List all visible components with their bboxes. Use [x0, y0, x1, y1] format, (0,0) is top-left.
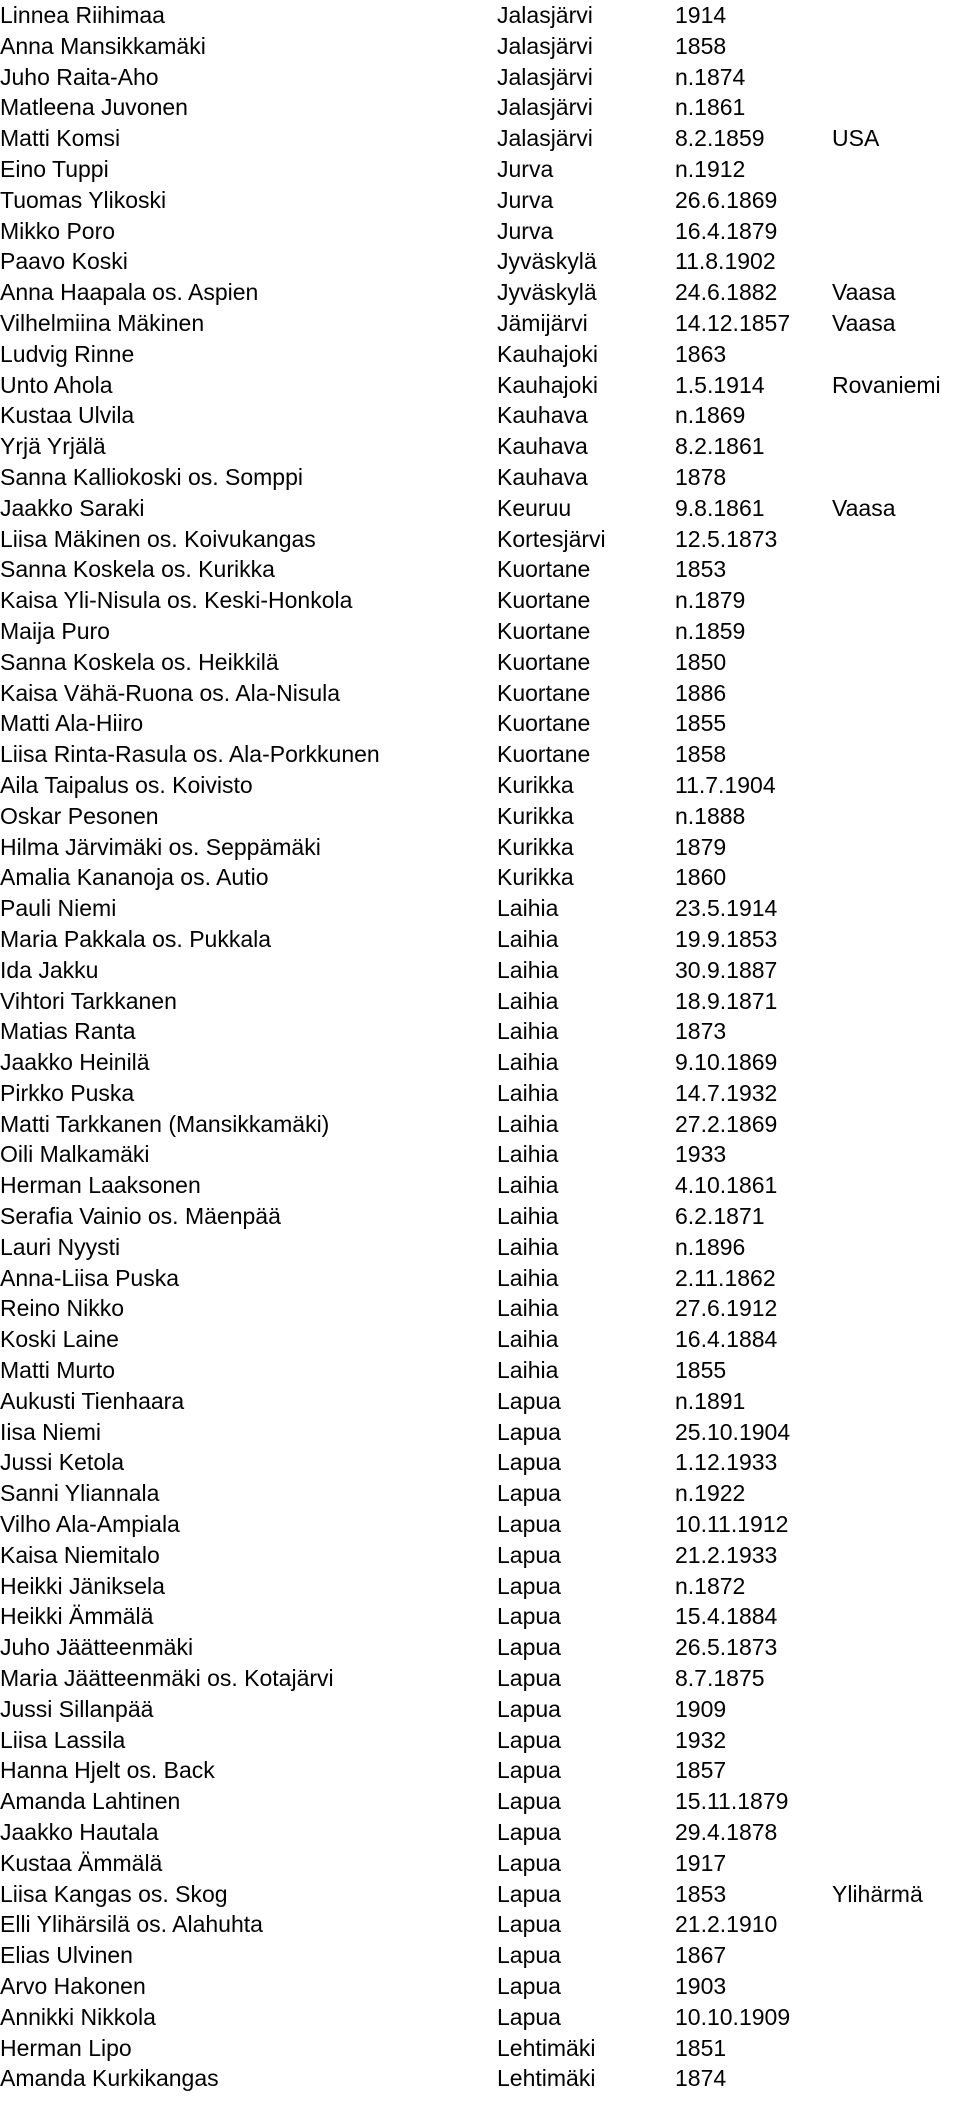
place-name: Kauhajoki [497, 371, 599, 398]
date-value: 4.10.1861 [675, 1172, 778, 1199]
person-name: Sanna Koskela os. Kurikka [0, 556, 275, 583]
date-value: 25.10.1904 [675, 1418, 791, 1445]
place-name: Lapua [497, 1788, 561, 1815]
record-row [0, 554, 960, 585]
record-row [0, 678, 960, 709]
person-name: Vihtori Tarkkanen [0, 987, 177, 1014]
person-name: Aila Taipalus os. Koivisto [0, 771, 253, 798]
person-name: Pirkko Puska [0, 1079, 135, 1106]
record-row [0, 1170, 960, 1201]
date-value: 1873 [675, 1018, 727, 1045]
date-value: 1.12.1933 [675, 1449, 778, 1476]
date-value: 1.5.1914 [675, 371, 765, 398]
place-name: Kauhava [497, 402, 588, 429]
record-row [0, 400, 960, 431]
date-value: 14.12.1857 [675, 309, 791, 336]
record-row [0, 123, 960, 154]
person-name: Amanda Kurkikangas [0, 2065, 219, 2092]
person-name: Herman Laaksonen [0, 1172, 201, 1199]
destination-name: Vaasa [832, 494, 896, 521]
record-row [0, 1293, 960, 1324]
date-value: n.1888 [675, 802, 746, 829]
record-row [0, 832, 960, 863]
record-row [0, 1417, 960, 1448]
person-name: Vilhelmiina Mäkinen [0, 309, 205, 336]
date-value: 1909 [675, 1695, 727, 1722]
date-value: n.1896 [675, 1233, 746, 1260]
record-row [0, 1447, 960, 1478]
place-name: Laihia [497, 925, 559, 952]
person-name: Kaisa Yli-Nisula os. Keski-Honkola [0, 587, 353, 614]
date-value: 27.2.1869 [675, 1110, 778, 1137]
place-name: Lapua [497, 1634, 561, 1661]
date-value: 2.11.1862 [675, 1264, 776, 1291]
place-name: Lapua [497, 1511, 561, 1538]
place-name: Keuruu [497, 494, 572, 521]
place-name: Kuortane [497, 556, 591, 583]
record-row [0, 1879, 960, 1910]
date-value: 29.4.1878 [675, 1819, 778, 1846]
date-value: 1886 [675, 679, 727, 706]
place-name: Kuortane [497, 617, 591, 644]
record-row [0, 1386, 960, 1417]
date-value: n.1859 [675, 617, 746, 644]
date-value: 18.9.1871 [675, 987, 778, 1014]
person-name: Tuomas Ylikoski [0, 186, 167, 213]
place-name: Lapua [497, 1819, 561, 1846]
person-name: Hilma Järvimäki os. Seppämäki [0, 833, 321, 860]
place-name: Lapua [497, 1480, 561, 1507]
date-value: 6.2.1871 [675, 1203, 765, 1230]
place-name: Lapua [497, 1757, 561, 1784]
record-row [0, 1109, 960, 1140]
person-name: Liisa Mäkinen os. Koivukangas [0, 525, 316, 552]
record-row [0, 1355, 960, 1386]
person-name: Hanna Hjelt os. Back [0, 1757, 215, 1784]
date-value: 9.8.1861 [675, 494, 765, 521]
record-row [0, 216, 960, 247]
place-name: Jalasjärvi [497, 32, 593, 59]
person-name: Jussi Ketola [0, 1449, 125, 1476]
record-row [0, 1601, 960, 1632]
date-value: 21.2.1910 [675, 1911, 778, 1938]
place-name: Laihia [497, 1264, 559, 1291]
person-name: Oskar Pesonen [0, 802, 159, 829]
person-name: Sanni Yliannala [0, 1480, 160, 1507]
date-value: 1855 [675, 1357, 727, 1384]
date-value: 16.4.1884 [675, 1326, 778, 1353]
place-name: Lapua [497, 1541, 561, 1568]
record-row [0, 246, 960, 277]
date-value: 1879 [675, 833, 727, 860]
place-name: Laihia [497, 1233, 559, 1260]
place-name: Lapua [497, 1387, 561, 1414]
person-name: Juho Jäätteenmäki [0, 1634, 194, 1661]
date-value: n.1872 [675, 1572, 746, 1599]
date-value: 1867 [675, 1942, 727, 1969]
date-value: 10.10.1909 [675, 2003, 791, 2030]
person-name: Sanna Kalliokoski os. Somppi [0, 463, 303, 490]
place-name: Kurikka [497, 864, 574, 891]
place-name: Jalasjärvi [497, 94, 593, 121]
place-name: Laihia [497, 1357, 559, 1384]
date-value: 15.4.1884 [675, 1603, 778, 1630]
record-row [0, 1817, 960, 1848]
record-row [0, 185, 960, 216]
place-name: Lapua [497, 1449, 561, 1476]
record-row [0, 1540, 960, 1571]
place-name: Jalasjärvi [497, 63, 593, 90]
place-name: Laihia [497, 956, 559, 983]
person-name: Yrjä Yrjälä [0, 433, 106, 460]
date-value: n.1874 [675, 63, 746, 90]
person-name: Kustaa Ulvila [0, 402, 135, 429]
date-value: 14.7.1932 [675, 1079, 778, 1106]
date-value: 24.6.1882 [675, 279, 778, 306]
record-row [0, 1232, 960, 1263]
record-row [0, 339, 960, 370]
date-value: 11.7.1904 [675, 771, 776, 798]
record-row [0, 739, 960, 770]
person-name: Matti Ala-Hiiro [0, 710, 144, 737]
record-row [0, 1263, 960, 1294]
place-name: Kuortane [497, 710, 591, 737]
person-name: Anna-Liisa Puska [0, 1264, 179, 1291]
person-name: Liisa Kangas os. Skog [0, 1880, 228, 1907]
record-row [0, 1694, 960, 1725]
person-name: Elias Ulvinen [0, 1942, 133, 1969]
place-name: Laihia [497, 1049, 559, 1076]
record-row [0, 1632, 960, 1663]
record-row [0, 770, 960, 801]
record-row [0, 462, 960, 493]
record-row [0, 1663, 960, 1694]
place-name: Kauhava [497, 433, 588, 460]
place-name: Jämijärvi [497, 309, 588, 336]
place-name: Kurikka [497, 802, 574, 829]
person-name: Oili Malkamäki [0, 1141, 150, 1168]
record-row [0, 1139, 960, 1170]
person-name: Heikki Ämmälä [0, 1603, 154, 1630]
person-name: Pauli Niemi [0, 895, 117, 922]
record-row [0, 1755, 960, 1786]
place-name: Lapua [497, 1572, 561, 1599]
person-name: Koski Laine [0, 1326, 119, 1353]
person-name: Maria Pakkala os. Pukkala [0, 925, 272, 952]
record-row [0, 0, 960, 31]
record-row [0, 277, 960, 308]
person-name: Elli Ylihärsilä os. Alahuhta [0, 1911, 263, 1938]
place-name: Kauhava [497, 463, 588, 490]
place-name: Laihia [497, 1172, 559, 1199]
record-row [0, 31, 960, 62]
person-name: Amanda Lahtinen [0, 1788, 181, 1815]
person-name: Aukusti Tienhaara [0, 1387, 185, 1414]
place-name: Kuortane [497, 648, 591, 675]
person-name: Jaakko Saraki [0, 494, 145, 521]
place-name: Lapua [497, 1942, 561, 1969]
record-row [0, 708, 960, 739]
place-name: Lapua [497, 1880, 561, 1907]
place-name: Kuortane [497, 587, 591, 614]
date-value: 1917 [675, 1849, 727, 1876]
date-value: n.1912 [675, 155, 746, 182]
person-name: Matleena Juvonen [0, 94, 188, 121]
person-name: Paavo Koski [0, 248, 128, 275]
place-name: Lapua [497, 1911, 561, 1938]
place-name: Lehtimäki [497, 2065, 596, 2092]
date-value: 16.4.1879 [675, 217, 778, 244]
place-name: Lapua [497, 2003, 561, 2030]
record-row [0, 524, 960, 555]
place-name: Lapua [497, 1973, 561, 1999]
record-row [0, 493, 960, 524]
date-value: n.1891 [675, 1387, 746, 1414]
date-value: 1857 [675, 1757, 727, 1784]
date-value: 1903 [675, 1973, 727, 1999]
date-value: 26.5.1873 [675, 1634, 778, 1661]
person-name: Arvo Hakonen [0, 1973, 146, 1999]
person-name: Liisa Lassila [0, 1726, 126, 1753]
date-value: 8.2.1861 [675, 433, 765, 460]
destination-name: USA [832, 125, 880, 152]
record-row [0, 585, 960, 616]
date-value: 1878 [675, 463, 727, 490]
date-value: 1853 [675, 1880, 727, 1907]
person-name: Reino Nikko [0, 1295, 124, 1322]
place-name: Laihia [497, 1141, 559, 1168]
place-name: Laihia [497, 1295, 559, 1322]
record-row [0, 1478, 960, 1509]
destination-name: Vaasa [832, 279, 896, 306]
date-value: 12.5.1873 [675, 525, 778, 552]
place-name: Lapua [497, 1726, 561, 1753]
place-name: Jalasjärvi [497, 2, 593, 28]
place-name: Lapua [497, 1603, 561, 1630]
record-row [0, 308, 960, 339]
date-value: n.1922 [675, 1480, 746, 1507]
person-name: Kustaa Ämmälä [0, 1849, 163, 1876]
date-value: 30.9.1887 [675, 956, 778, 983]
record-row [0, 154, 960, 185]
place-name: Kurikka [497, 771, 574, 798]
date-value: 1851 [675, 2034, 727, 2061]
record-row [0, 893, 960, 924]
place-name: Laihia [497, 987, 559, 1014]
date-value: 10.11.1912 [675, 1511, 789, 1538]
person-name: Jaakko Hautala [0, 1819, 159, 1846]
person-name: Kaisa Vähä-Ruona os. Ala-Nisula [0, 679, 341, 706]
date-value: n.1879 [675, 587, 746, 614]
date-value: 21.2.1933 [675, 1541, 778, 1568]
person-name: Eino Tuppi [0, 155, 109, 182]
date-value: 1850 [675, 648, 727, 675]
person-name: Ida Jakku [0, 956, 99, 983]
record-row [0, 1078, 960, 1109]
place-name: Jurva [497, 155, 554, 182]
record-row [0, 1324, 960, 1355]
date-value: 11.8.1902 [675, 248, 776, 275]
record-row [0, 1909, 960, 1940]
record-row [0, 1047, 960, 1078]
person-name: Maija Puro [0, 617, 110, 644]
date-value: 1855 [675, 710, 727, 737]
record-row [0, 801, 960, 832]
record-row [0, 1571, 960, 1602]
place-name: Jyväskylä [497, 248, 597, 275]
record-row [0, 370, 960, 401]
record-row [0, 2063, 960, 2094]
record-row [0, 1786, 960, 1817]
person-name: Jaakko Heinilä [0, 1049, 150, 1076]
destination-name: Rovaniemi [832, 371, 941, 398]
person-name: Vilho Ala-Ampiala [0, 1511, 180, 1538]
place-name: Lapua [497, 1849, 561, 1876]
person-name: Anna Mansikkamäki [0, 32, 206, 59]
place-name: Kauhajoki [497, 340, 599, 367]
date-value: 23.5.1914 [675, 895, 778, 922]
person-name: Matti Murto [0, 1357, 116, 1384]
date-value: 9.10.1869 [675, 1049, 778, 1076]
person-name: Annikki Nikkola [0, 2003, 156, 2030]
record-row [0, 862, 960, 893]
person-name: Mikko Poro [0, 217, 116, 244]
place-name: Jalasjärvi [497, 125, 593, 152]
date-value: 1933 [675, 1141, 727, 1168]
date-value: 8.2.1859 [675, 125, 765, 152]
record-row [0, 616, 960, 647]
record-row [0, 1848, 960, 1879]
place-name: Laihia [497, 1326, 559, 1353]
date-value: 8.7.1875 [675, 1665, 765, 1692]
destination-name: Ylihärmä [832, 1880, 923, 1907]
record-row [0, 431, 960, 462]
record-row [0, 955, 960, 986]
person-name: Anna Haapala os. Aspien [0, 279, 259, 306]
record-row [0, 2002, 960, 2033]
place-name: Lapua [497, 1665, 561, 1692]
person-name: Sanna Koskela os. Heikkilä [0, 648, 279, 675]
person-name: Unto Ahola [0, 371, 113, 398]
date-value: n.1869 [675, 402, 746, 429]
record-row [0, 2033, 960, 2064]
destination-name: Vaasa [832, 309, 896, 336]
record-row [0, 1971, 960, 2002]
place-name: Laihia [497, 1079, 559, 1106]
place-name: Laihia [497, 895, 559, 922]
place-name: Lapua [497, 1418, 561, 1445]
record-row [0, 1940, 960, 1971]
person-name: Amalia Kananoja os. Autio [0, 864, 269, 891]
person-name: Lauri Nyysti [0, 1233, 121, 1260]
date-value: 1863 [675, 340, 727, 367]
person-name: Ludvig Rinne [0, 340, 135, 367]
person-name: Linnea Riihimaa [0, 2, 165, 28]
place-name: Laihia [497, 1018, 559, 1045]
date-value: 15.11.1879 [675, 1788, 789, 1815]
place-name: Laihia [497, 1110, 559, 1137]
date-value: 1853 [675, 556, 727, 583]
place-name: Kurikka [497, 833, 574, 860]
date-value: 1932 [675, 1726, 727, 1753]
person-name: Kaisa Niemitalo [0, 1541, 160, 1568]
record-row [0, 1016, 960, 1047]
record-row [0, 924, 960, 955]
date-value: 26.6.1869 [675, 186, 778, 213]
person-name: Serafia Vainio os. Mäenpää [0, 1203, 281, 1230]
person-name: Heikki Jäniksela [0, 1572, 165, 1599]
record-row [0, 62, 960, 93]
place-name: Kuortane [497, 679, 591, 706]
person-name: Matti Tarkkanen (Mansikkamäki) [0, 1110, 330, 1137]
record-row [0, 986, 960, 1017]
record-row [0, 1509, 960, 1540]
date-value: n.1861 [675, 94, 746, 121]
record-row [0, 1201, 960, 1232]
date-value: 27.6.1912 [675, 1295, 778, 1322]
person-name: Liisa Rinta-Rasula os. Ala-Porkkunen [0, 741, 380, 768]
person-name: Herman Lipo [0, 2034, 132, 2061]
person-name: Maria Jäätteenmäki os. Kotajärvi [0, 1665, 334, 1692]
date-value: 19.9.1853 [675, 925, 778, 952]
place-name: Lehtimäki [497, 2034, 596, 2061]
place-name: Lapua [497, 1695, 561, 1722]
person-name: Jussi Sillanpää [0, 1695, 154, 1722]
person-name: Juho Raita-Aho [0, 63, 159, 90]
place-name: Jurva [497, 217, 554, 244]
place-name: Jurva [497, 186, 554, 213]
date-value: 1860 [675, 864, 727, 891]
place-name: Jyväskylä [497, 279, 597, 306]
place-name: Laihia [497, 1203, 559, 1230]
record-row [0, 92, 960, 123]
place-name: Kuortane [497, 741, 591, 768]
record-row [0, 1725, 960, 1756]
person-name: Iisa Niemi [0, 1418, 101, 1445]
person-name: Matias Ranta [0, 1018, 136, 1045]
record-row [0, 647, 960, 678]
date-value: 1858 [675, 32, 727, 59]
date-value: 1858 [675, 741, 727, 768]
date-value: 1914 [675, 2, 727, 28]
place-name: Kortesjärvi [497, 525, 606, 552]
person-name: Matti Komsi [0, 125, 121, 152]
date-value: 1874 [675, 2065, 727, 2092]
